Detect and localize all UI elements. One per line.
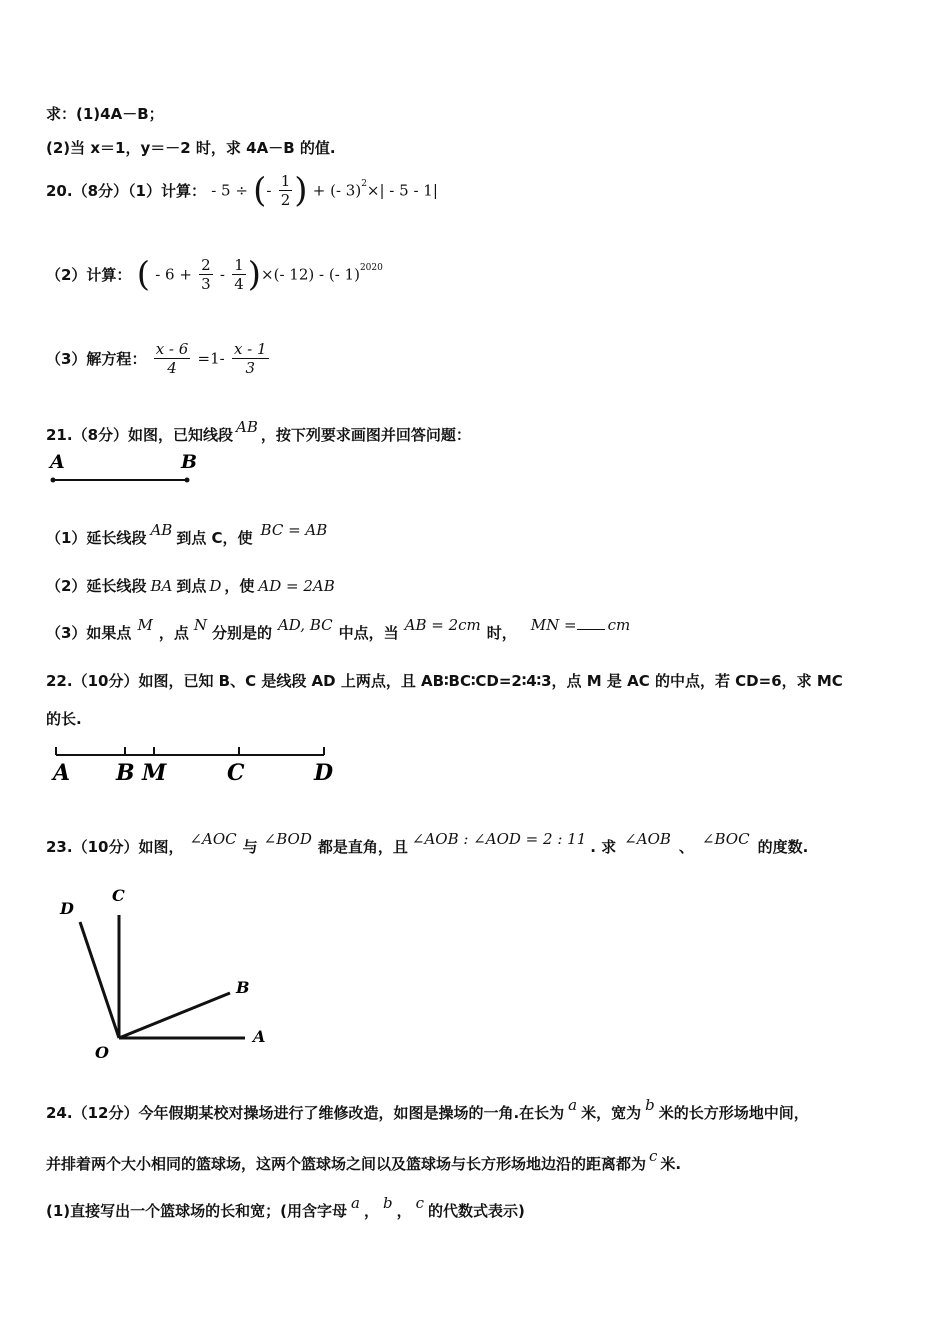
q19-line2: (2)当 x＝1，y＝－2 时，求 4A－B 的值. [46, 139, 336, 157]
q24-line3: (1)直接写出一个篮球场的长和宽；(用含字母 a ， b ， c 的代数式表示) [46, 1194, 525, 1220]
q20-header: 20.（8分）（1）计算： [46, 182, 206, 200]
q20-e2-b: ×(- 12) - (- 1) [261, 265, 360, 284]
q20-p3-label: （3）解方程： [46, 350, 147, 368]
q23-header: 23.（10分）如图， ∠AOC 与 ∠BOD 都是直角，且 ∠AOB : ∠AOD = 2 : 11 . 求 ∠AOB 、 ∠BOC 的度数. [46, 830, 809, 856]
q23-ray-ob [119, 993, 230, 1038]
q20-e3-frac1: $\frac{x - 6}{4}$ [155, 340, 189, 377]
q19-line1: 求：(1)4A－B； [46, 105, 164, 123]
q21-figure-segment-ab [40, 448, 220, 494]
q21-part3: （3）如果点 M ，点 N 分别是的 AD, BC 中点，当 AB = 2cm 时， MN = cm [46, 616, 631, 642]
q24-line2: 并排着两个大小相同的篮球场，这两个篮球场之间以及篮球场与长方形场地边沿的距离都为 c 米. [46, 1147, 682, 1173]
q22-label-a: A [53, 760, 71, 786]
q20-e3-frac2: $\frac{x - 1}{3}$ [233, 340, 267, 377]
q20-e1-a: - 5 ÷ [211, 181, 248, 200]
q22-line1: 22.（10分）如图，已知 B、C 是线段 AD 上两点，且 AB∶BC∶CD=2∶4∶3，点 M 是 AC 的中点，若 CD=6，求 MC [46, 672, 843, 690]
q20-e1-fraction: $\frac{1}{2}$ [280, 172, 291, 209]
q21-fig-label-a: A [50, 451, 65, 473]
q20-part3 [46, 340, 271, 377]
q22-label-b: B [116, 760, 135, 786]
q21-point-b [185, 478, 190, 483]
q22-label-d: D [314, 760, 334, 786]
q20-e2-frac1: $\frac{2}{3}$ [201, 256, 211, 293]
q21-point-a [51, 478, 56, 483]
q20-e1-c: ×| - 5 - 1| [366, 181, 438, 200]
q23-label-b: B [236, 978, 250, 997]
q22-line2: 的长. [46, 710, 82, 728]
q20-e1-exp: 2 [361, 179, 367, 189]
q23-label-c: C [112, 886, 125, 905]
q23-figure-angles [50, 880, 290, 1065]
q20-part2: （2）计算： ( - 6 + $\frac{2}{3}$ - $\frac{1}{4}$ )×(- 12) - (- 1)$^{2020}$ [46, 254, 383, 295]
q23-label-d: D [60, 899, 74, 918]
q21-header: 21.（8分）如图，已知线段 AB ，按下列要求画图并回答问题： [46, 418, 471, 444]
q20-e1-neg: - [266, 181, 272, 200]
q24-line1: 24.（12分）今年假期某校对操场进行了维修改造，如图是操场的一角.在长为 a 米，宽为 b 米的长方形场地中间， [46, 1096, 809, 1122]
q20-part1: 20.（8分）（1）计算： - 5 ÷ (- $\frac{1}{2}$ ) + (- 3)$^2$×| - 5 - 1| [46, 170, 438, 211]
q21-part1: （1）延长线段 AB 到点 C，使 BC = AB [46, 521, 328, 547]
q21-seg: AB [236, 418, 258, 436]
q21-answer-blank [577, 617, 605, 630]
q20-e1-b: + (- 3) [312, 181, 362, 200]
q20-e3-mid: =1- [197, 349, 225, 368]
q23-label-o: O [95, 1043, 109, 1062]
q20-e2-frac2: $\frac{1}{4}$ [234, 256, 244, 293]
q20-e2-mid: - [219, 265, 225, 284]
q20-e2-a: - 6 + [155, 265, 192, 284]
q22-label-m: M [142, 760, 167, 786]
q23-ray-od [80, 922, 119, 1038]
q20-e2-exp: 2020 [359, 263, 383, 273]
q22-figure-segment-ad [46, 740, 346, 788]
q22-label-c: C [227, 760, 245, 786]
q23-label-a: A [253, 1027, 266, 1046]
q20-p2-label: （2）计算： [46, 266, 132, 284]
q21-part2: （2）延长线段 BA 到点 D ，使 AD = 2AB [46, 577, 335, 595]
q21-fig-label-b: B [181, 451, 198, 473]
